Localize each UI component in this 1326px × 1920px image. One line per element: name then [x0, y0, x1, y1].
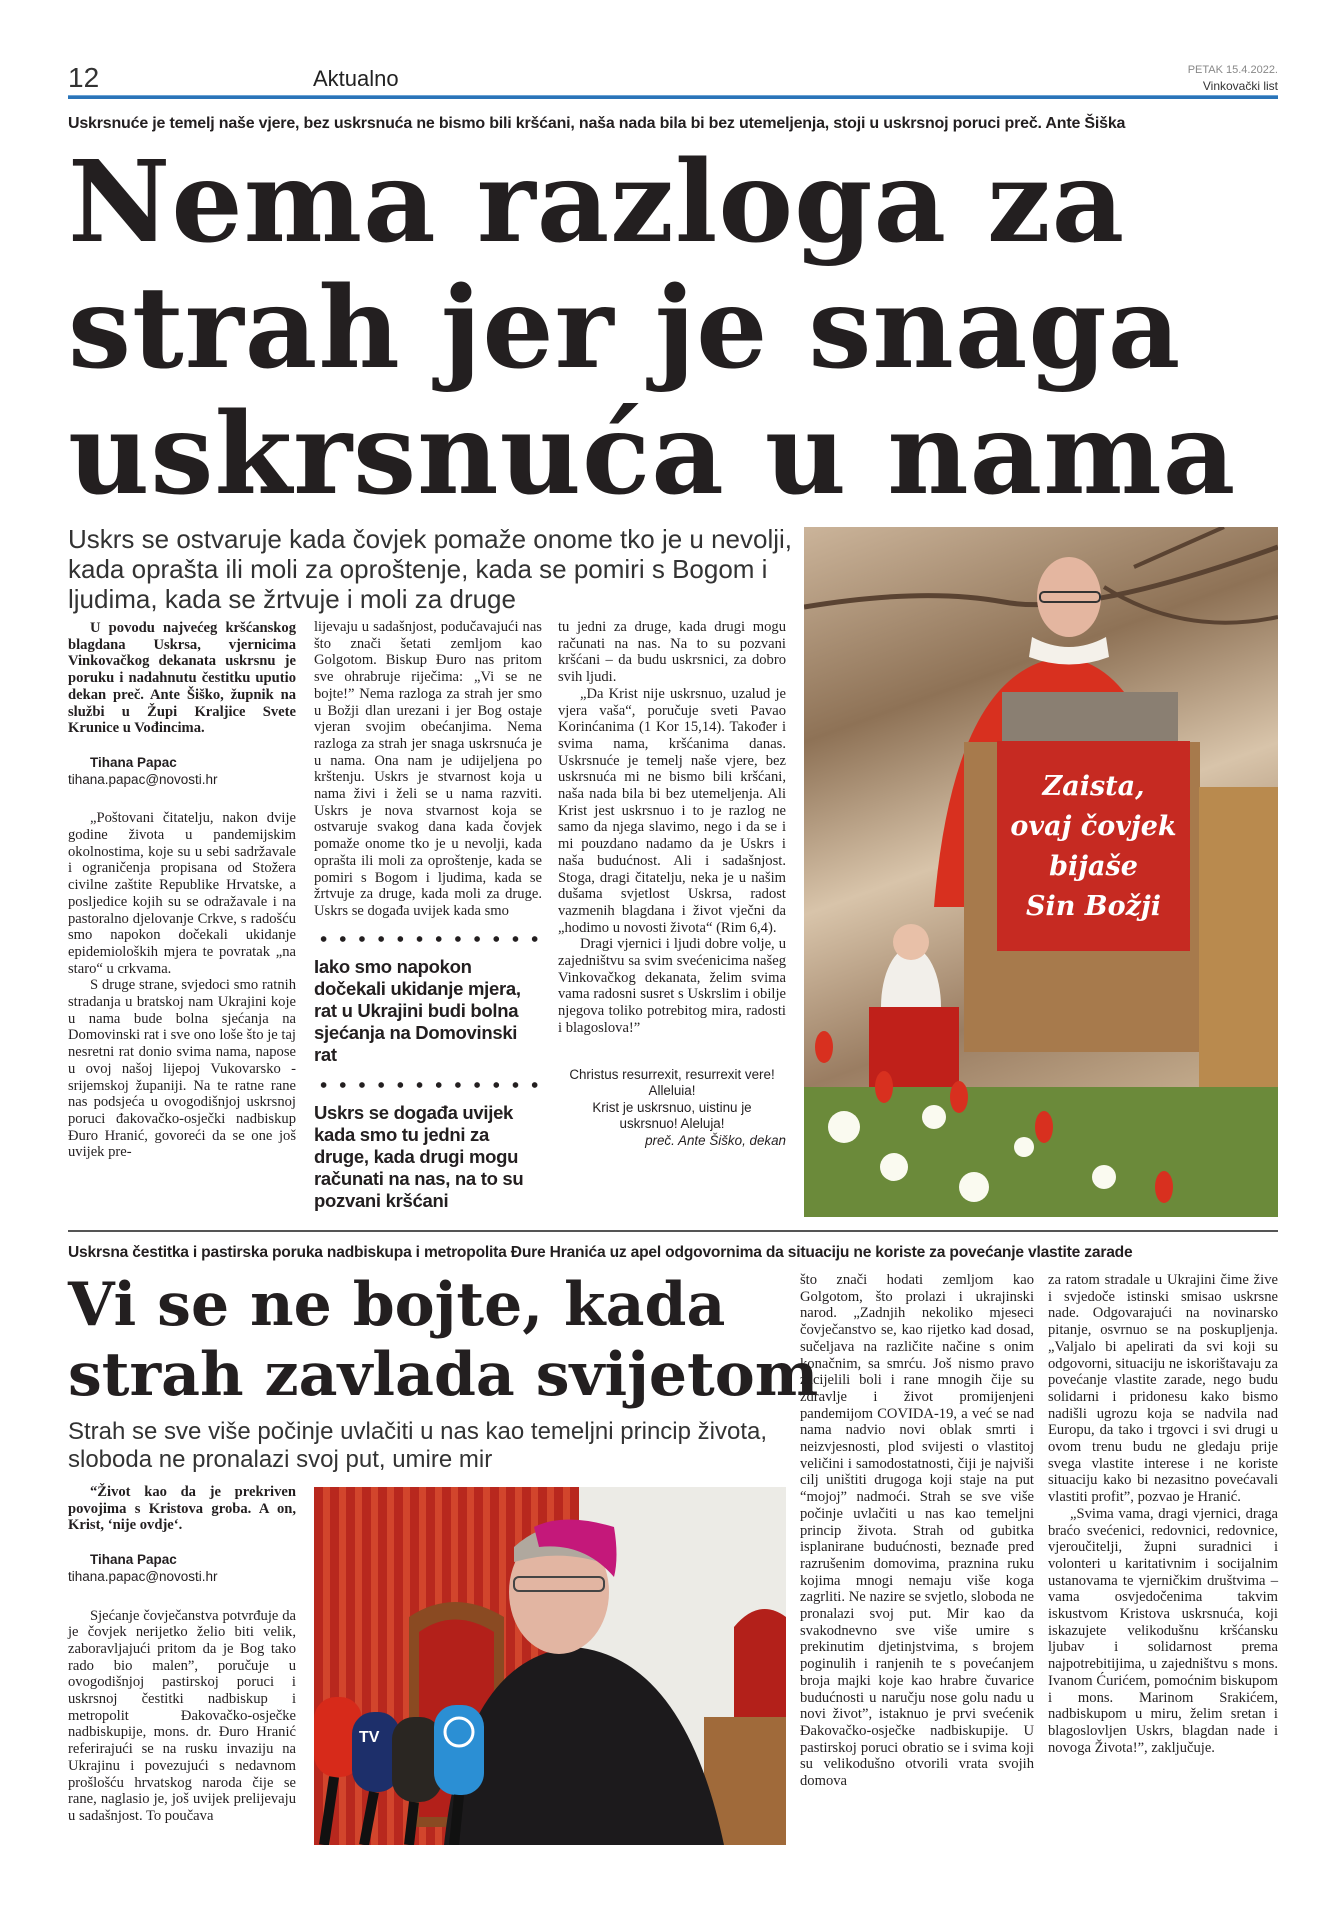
article2-column-1 [68, 1484, 296, 1825]
publication-name: Vinkovački list [1202, 79, 1278, 93]
article2-deck: Strah se sve više počinje uvlačiti u nas kao temeljni princip života, sloboda ne pronalazi svoj put, umire mir [68, 1418, 767, 1473]
paragraph: za ratom stradale u Ukrajini čime žive i svjedoče istinski smisao uskrsne nade. Odgovarajući na novinarsko pitanje, osvrnuo se na poskupljenja. „Valjalo bi apelirati da svi koji su odgovorni, situaciju ne iskorištavaju za povećanje vlastite zarade, nego budu solidarni i pridonesu kako bismo nadišli ugrozu koja se nadvila nad Europu, da tako i trgovci i svi drugi u ovom trenu budu ne gledaju prije svega vlastite interese i ne koriste situaciju kako bi nezasitno povećavali vlastiti profit”, pozvao je Hranić. [1048, 1272, 1278, 1506]
headline-line: strah zavlada svijetom [68, 1340, 819, 1410]
author-name: Tihana Papac [90, 1552, 177, 1568]
issue-date: PETAK 15.4.2022. [1187, 64, 1278, 76]
header-rule [68, 95, 1278, 99]
dotted-divider [314, 1080, 542, 1090]
paragraph: što znači hodati zemljom kao Golgotom, što prolazi i ukrajinski narod. „Zadnjih nekoliko mjeseci čovječanstvo se, kao rijetko kad dosad, sučeljava na različite načine s onim konačnim, sa smrću. Još nismo pravo zacijelili boli i rane mnogih čije su zdravlje i život promijenjeni pandemijom COVIDA-19, a već se nad nama nadvio novi oblak smrti i neizvjesnosti, plod svijesti o vlastitoj veličini i samodostatnosti, čiji je najviši cilj uništiti drugoga koji staje na put “mojoj” nadmoći. Strah se sve više počinje uvlačiti u nas kao temeljni princip života. Strah od gubitka isplanirane budućnosti, beznađe pred razrušenim domovima, praznina ruku kojima mnogi nemaju više koga zagrliti. Ne nazire se svjetlo, sloboda ne pronalazi svoj put. Mir kao da svakodnevno sve više umire s prekinutim djetinjstvima, s brojem poginulih i ranjenih te s povećanjem broja majki koje kao hrabre čuvarice budućnosti u naručju nose golu nadu u novi život”, istaknuo je prvi svećenik Đakovačko-osječke nadbiskupije. U pastirskoj poruci obratio se i svima koji su velikodušno otvorili vrata svojih domova [800, 1272, 1034, 1790]
headline-line: strah jer je snaga [68, 263, 1182, 394]
archbishop-press-conference-photo [314, 1487, 786, 1845]
page-number: 12 [68, 62, 100, 93]
article1-column-1 [68, 620, 296, 1161]
paragraph: „Poštovani čitatelju, nakon dvije godine života u pandemijskim okolnostima, koje su u sebi sadržavale i ograničenja propisana od Stožera civilne zaštite Republike Hrvatske, a posljedice kojih su se odražavale i na pastoralno djelovanje Crkve, s radošću smo napokon dočekali ukidanje epidemioloških mjera te povratak „na staro“ u crkvama. [68, 810, 296, 977]
paragraph: S druge strane, svjedoci smo ratnih stradanja u bratskoj nam Ukrajini koje u nama bude bolna sjećanja na Domovinski rat i sve ono loše što je taj nesretni rat donio svima nama, napose u ovoj našoj lijepoj Vukovarsko - srijemskoj županiji. Na te ratne rane nas podsjeća u ovogodišnjoj uskrsnoj poruci đakovačko-osječki nadbiskup Đuro Hranić, govoreći da se one još uvijek pre- [68, 977, 296, 1161]
mic-logo-text: TV [359, 1729, 380, 1746]
article2-column-4 [1048, 1272, 1278, 1756]
signoff-line: Christus resurrexit, resurrexit vere! [569, 1066, 775, 1082]
article2-kicker: Uskrsna čestitka i pastirska poruka nadbiskupa i metropolita Đure Hranića uz apel odgovornima da situaciju ne koriste za povećanje vlastite zarade [68, 1244, 1133, 1261]
article1-headline [68, 137, 1237, 520]
author-name: Tihana Papac [90, 754, 177, 770]
paragraph: „Da Krist nije uskrsnuo, uzalud je vjera vaša“, poručuje sveti Pavao Korinćanima (1 Kor 15,14). Također i svima nama, kršćanima danas. Uskrsnuće je temelj naše vjere, bez uskrsnuća mi ne bismo bili kršćani, naša nada bila bi bez utemeljenja. Ali Krist jest uskrsnuo i to je razlog ne samo da njega slavimo, nego i da se i mi pouzdano nadamo da je Uskrs i naša budućnost. Ali i sadašnjost. Stoga, dragi čitatelju, neka je u našim dušama svjetlost Uskrsa, radost vazmenih blagdana i život vječni da „hodimo u novosti života“ (Rim 6,4). [558, 685, 786, 936]
pull-quote: Iako smo napokon dočekali ukidanje mjera, rat u Ukrajini budi bolna sjećanja na Domovinski rat [314, 955, 521, 1065]
headline-line: uskrsnuća u nama [68, 389, 1237, 520]
headline-line: Vi se ne bojte, kada [68, 1270, 726, 1340]
priest-at-pulpit-photo [804, 527, 1278, 1217]
article2-headline [68, 1270, 818, 1410]
paragraph: lijevaju u sadašnjost, podučavajući nas što znači šetati zemljom kao Golgotom. Biskup Đuro nas pritom sve ohrabruje riječima: „Vi se ne bojte!” Nema razloga za strah jer smo u Božji dlan urezani i jer Bog ostaje vjeran svojim obećanjima. Nema razloga za strah jer snaga uskrsnuća je u nama. Ona nam je udijeljena po krštenju. Uskrs je stvarnost koja u nama živi i želi se u nama razviti. Uskrs je nova stvarnost koja se ostvaruje svakog dana kada čovjek pomaže onome tko je u nevolji, kada oprašta ili moli za oproštenje, kada se pomiri s Bogom i ljudima, kada se žrtvuje za druge, kada moli za druge. Uskrs se događa uvijek kada smo [314, 619, 542, 919]
paragraph: „Svima vama, dragi vjernici, draga braćo svećenici, redovnici, redovnice, vjeroučitelji, župni suradnici i volonteri u karitativnim i socijalnim ustanovama te vjerničkim društvima – vama osvjedočenima takvim iskustvom Kristova uskrsnuća, koji iskazujete velikodušnu kršćansku ljubav i solidarnost prema najpotrebitijima, u zajedništvu s mons. Ivanom Ćurićem, pomoćnim biskupom i mons. Marinom Srakićem, nadbiskupom u miru, želim sretan i blagoslovljen Uskrs, blagdan nade i novoga Života!”, zaključuje. [1048, 1505, 1278, 1756]
article1-column-3 [558, 619, 786, 1149]
banner-line: Sin Božji [1026, 891, 1161, 922]
section-title: Aktualno [313, 66, 399, 91]
signoff-line: uskrsnuo! Aleluja! [619, 1116, 725, 1132]
pulpit-banner-text [997, 767, 1190, 927]
banner-line: ovaj čovjek [1010, 811, 1177, 842]
paragraph: Sjećanje čovječanstva potvrđuje da je čovjek nerijetko želio biti velik, zaboravljajući pritom da je Bog tako rado bio malen”, poručuje u ovogodišnjoj pastirskoj poruci i uskrsnoj čestitki nadbiskup i metropolit Đakovačko-osječke nadbiskupije, mons. dr. Đuro Hranić referirajući se na rusku invaziju na Ukrajinu i povezujući s nedavnom prošlošću hrvatskog naroda čije se rane, naglasio je, još uvijek prelijevaju u sadašnjost. To poučava [68, 1607, 296, 1824]
pull-quote: Uskrs se događa uvijek kada smo tu jedni za druge, kada drugi mogu računati na nas, na to su pozvani kršćani [314, 1101, 524, 1211]
article1-column-2 [314, 619, 542, 1212]
article2-column-3 [800, 1272, 1034, 1790]
article1-deck: Uskrs se ostvaruje kada čovjek pomaže onome tko je u nevolji, kada oprašta ili moli za oproštenje, kada se pomiri s Bogom i ljudima, kada se žrtvuje i moli za druge [68, 524, 793, 614]
banner-line: bijaše [1049, 851, 1138, 882]
article1-lead: U povodu najvećeg kršćanskog blagdana Uskrsa, vjernicima Vinkovačkog dekanata uskrsnu je poruku i nadahnutu čestitku uputio dekan preč. Ante Šiško, župnik na službi u Župi Kraljice Svete Krunice u Vođincima. [68, 620, 296, 737]
article1-kicker: Uskrsnuće je temelj naše vjere, bez uskrsnuća ne bismo bili kršćani, naša nada bila bi bez utemeljenja, stoji u uskrsnoj poruci preč. Ante Šiška [68, 115, 1126, 132]
author-email[interactable]: tihana.papac@novosti.hr [68, 1568, 218, 1584]
article2-lead: “Život kao da je prekriven povojima s Kristova groba. A on, Krist, ‘nije ovdje‘. [68, 1484, 296, 1534]
photo-illustration [314, 1487, 786, 1845]
signature: preč. Ante Šiško, dekan [645, 1132, 786, 1148]
dotted-divider [314, 934, 542, 944]
headline-line: Nema razloga za [68, 137, 1126, 268]
author-email[interactable]: tihana.papac@novosti.hr [68, 771, 218, 787]
signoff [558, 1067, 786, 1150]
signoff-line: Alleluia! [648, 1083, 696, 1099]
paragraph: tu jedni za druge, kada drugi mogu računati na nas. Na to su pozvani kršćani – da budu uskrsnici, za dobro svih ljudi. [558, 619, 786, 686]
banner-line: Zaista, [1042, 771, 1145, 802]
signoff-line: Krist je uskrsnuo, uistinu je [592, 1099, 752, 1115]
paragraph: Dragi vjernici i ljudi dobre volje, u zajedništvu sa svim svećenicima našeg Vinkovačkog dekanata, želim svima vama radosni susret s Uskrslim i obilje njegova toliko potrebitog mira, radosti i blagoslova!” [558, 936, 786, 1036]
article-divider [68, 1230, 1278, 1232]
